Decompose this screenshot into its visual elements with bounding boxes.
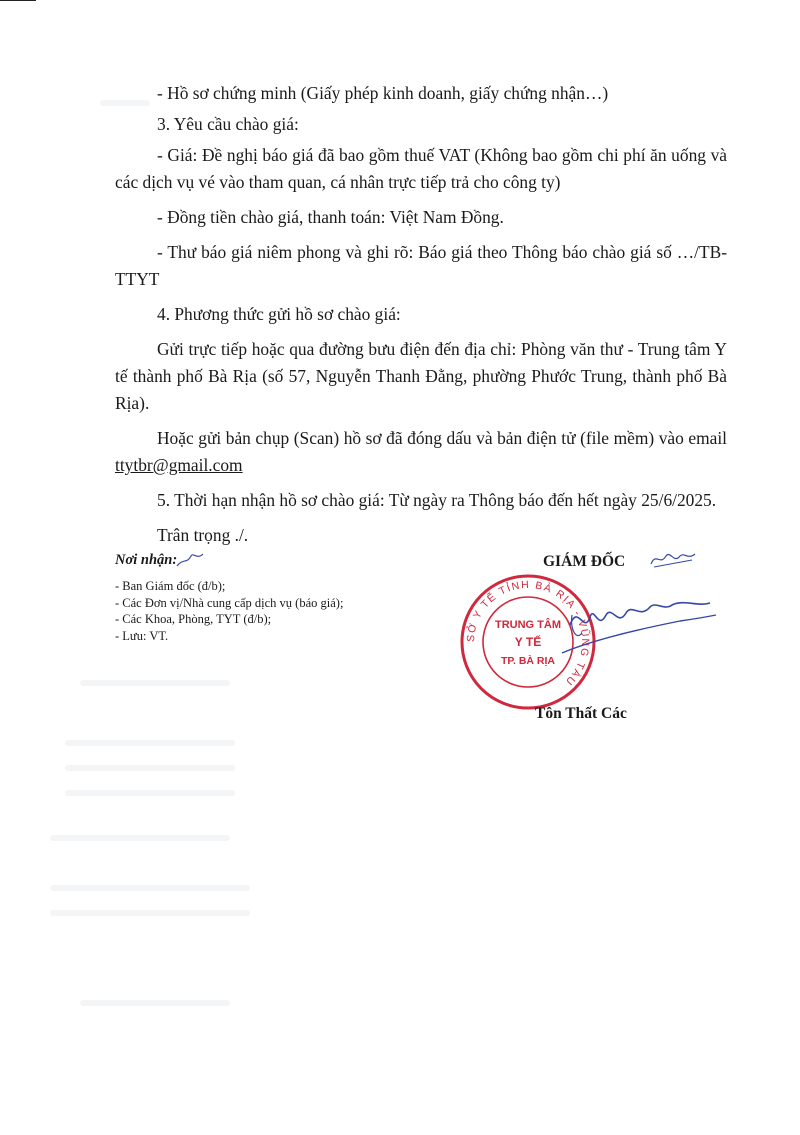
section-3-title: 3. Yêu cầu chào giá: xyxy=(157,114,299,134)
signer-name: Tôn Thất Các xyxy=(535,705,627,722)
recipients-list xyxy=(115,578,343,644)
initial-mark xyxy=(648,548,698,570)
recipient-item: - Lưu: VT. xyxy=(115,628,169,643)
submission-address: Gửi trực tiếp hoặc qua đường bưu điện đến địa chỉ: Phòng văn thư - Trung tâm Y tế thành phố Bà Rịa (số 57, Nguyễn Thanh Đằng, phường Phước Trung, thành phố Bà Rịa). xyxy=(115,339,727,413)
bleed-through-mark xyxy=(50,910,250,916)
recipient-item: - Các Khoa, Phòng, TYT (đ/b); xyxy=(115,612,272,626)
stamp-center-line: TP. BÀ RỊA xyxy=(500,655,556,667)
recipient-item: - Các Đơn vị/Nhà cung cấp dịch vụ (báo giá); xyxy=(115,595,344,610)
section-5-deadline: 5. Thời hạn nhận hồ sơ chào giá: Từ ngày ra Thông báo đến hết ngày 25/6/2025. xyxy=(157,490,717,510)
submission-email-text: Hoặc gửi bản chụp (Scan) hồ sơ đã đóng dấu và bản điện tử (file mềm) vào email xyxy=(157,428,727,448)
email-link[interactable]: ttytbr@gmail.com xyxy=(115,455,243,475)
bleed-through-mark xyxy=(65,740,235,746)
signer-position: GIÁM ĐỐC xyxy=(543,553,626,570)
bleed-through-mark xyxy=(80,680,230,686)
document-body xyxy=(115,80,727,549)
sealed-letter-requirement: - Thư báo giá niêm phong và ghi rõ: Báo giá theo Thông báo chào giá số …/TB-TTYT xyxy=(115,242,727,289)
corner-mark xyxy=(0,0,36,1)
submission-email-paragraph xyxy=(115,425,727,479)
bleed-through-mark xyxy=(65,765,235,771)
price-requirement: - Giá: Đề nghị báo giá đã bao gồm thuế VAT (Không bao gồm chi phí ăn uống và các dịch vụ vé vào tham quan, cá nhân trực tiếp trả cho công ty) xyxy=(115,145,727,192)
initial-mark xyxy=(175,550,205,570)
bleed-through-mark xyxy=(65,790,235,796)
stamp-center-line: Y TẾ xyxy=(514,635,542,649)
recipient-item: - Ban Giám đốc (đ/b); xyxy=(115,579,226,593)
evidence-docs-line: - Hồ sơ chứng minh (Giấy phép kinh doanh, giấy chứng nhận…) xyxy=(157,83,609,103)
handwritten-signature xyxy=(560,585,720,665)
stamp-ring-text: SỞ Y TẾ TỈNH BÀ RỊA - VŨNG TÀU xyxy=(464,578,592,689)
bleed-through-mark xyxy=(50,885,250,891)
bleed-through-mark xyxy=(50,835,230,841)
currency-requirement: - Đồng tiền chào giá, thanh toán: Việt Nam Đồng. xyxy=(157,207,504,227)
stamp-center-line: TRUNG TÂM xyxy=(495,619,561,631)
bleed-through-mark xyxy=(80,1000,230,1006)
closing-line: Trân trọng ./. xyxy=(157,525,249,545)
section-4-title: 4. Phương thức gửi hồ sơ chào giá: xyxy=(157,304,401,324)
recipients-title: Nơi nhận: xyxy=(115,552,178,568)
